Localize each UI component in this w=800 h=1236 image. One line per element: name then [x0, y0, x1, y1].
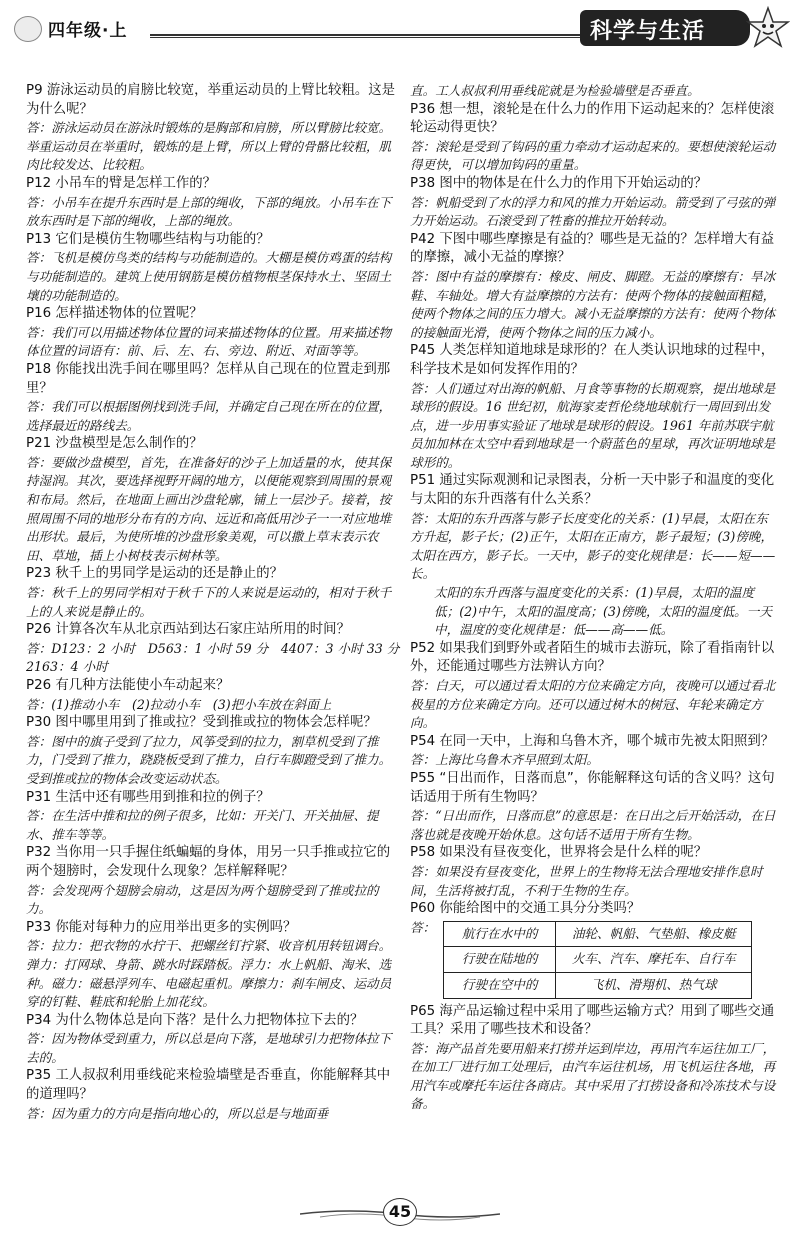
question: P26 有几种方法能使小车动起来？ [26, 678, 230, 693]
qa-item [410, 472, 776, 639]
left-column [26, 82, 412, 1123]
question: P54 在同一天中，上海和乌鲁木齐，哪个城市先被太阳照到？ [410, 733, 775, 749]
answer: 答：人们通过对出海的帆船、月食等事物的长期观察，提出地球是球形的假设。16 世纪初，航海家麦哲伦绕地球航行一周回到出发点，进一步用事实验证了地球是球形的假设。1961 年前苏联宇航员加加林在太空中看到地球是一个蔚蓝色的星球，再次证明地球是球形的。 [410, 380, 776, 470]
table-cell: 火车、汽车、摩托车、自行车 [556, 947, 752, 973]
question: P32 当你用一只手握住纸蝙蝠的身体，用另一只手推或拉它的两个翅膀时，会发现什么现象？怎样解释呢？ [26, 845, 391, 879]
qa-item [26, 1067, 400, 1123]
qa-item [26, 789, 400, 845]
question: P58 如果没有昼夜变化，世界将会是什么样的呢？ [410, 845, 708, 861]
question: P30 图中哪里用到了推或拉？受到推或拉的物体会怎样呢？ [26, 715, 377, 731]
mascot-small-icon [14, 16, 42, 42]
qa-item [26, 844, 400, 918]
question: P12 小吊车的臂是怎样工作的？ [26, 175, 217, 191]
answer: 答：因为物体受到重力，所以总是向下落，是地球引力把物体拉下去的。 [26, 1031, 392, 1065]
qa-item [410, 900, 776, 998]
table-cell: 行驶在空中的 [444, 972, 556, 998]
qa-item [410, 231, 776, 343]
answer: 答：滚轮是受到了钩码的重力牵动才运动起来的。要想使滚轮运动得更快，可以增加钩码的重量。 [410, 138, 776, 173]
question: P26 计算各次车从北京西站到达石家庄站所用的时间？ [26, 622, 350, 638]
qa-item [26, 714, 400, 788]
answer: 答：飞机是模仿鸟类的结构与功能制造的。大棚是模仿鸡蛋的结构与功能制造的。建筑上使用钢筋是模仿植物根茎保持水土、坚固土壤的功能制造的。 [26, 250, 392, 303]
table-row [444, 921, 752, 947]
question: P60 你能给图中的交通工具分分类吗？ [410, 901, 641, 917]
answer: 答：要做沙盘模型，首先，在准备好的沙子上加适量的水，使其保持湿润。其次，要选择视野开阔的地方，以便能观察到周围的景观和布局。然后，在地面上画出沙盘轮廓，铺上一层沙子。接着，按照周围不同的地形分布有的方向、远近和高低用沙子一一对应地堆出形状。最后，为使所堆的沙盘形象美观，可以撒上草末表示农田、草地，插上小树枝表示树林等。 [26, 454, 392, 563]
table-cell: 飞机、滑翔机、热气球 [556, 972, 752, 998]
question: P36 想一想，滚轮是在什么力的作用下运动起来的？怎样使滚轮运动得更快？ [410, 101, 775, 136]
answer: 答：帆船受到了水的浮力和风的推力开始运动。箭受到了弓弦的弹力开始运动。石滚受到了牲畜的推拉开始转动。 [410, 194, 776, 229]
answer: 答：秋千上的男同学相对于秋千下的人来说是运动的，相对于秋千上的人来说是静止的。 [26, 585, 392, 619]
qa-item [410, 175, 776, 231]
right-column [410, 82, 776, 1114]
qa-item [26, 919, 400, 1012]
answer-part-2: 太阳的东升西落与温度变化的关系：(1)早晨，太阳的温度低；(2)中午，太阳的温度高；(3)傍晚，太阳的温度低。一天中，温度的变化规律是：低——高——低。 [434, 585, 772, 638]
answer: 答：我们可以用描述物体位置的词来描述物体的位置。用来描述物体位置的词语有：前、后、左、右、旁边、附近、对面等等。 [26, 324, 392, 359]
answer: 答：在生活中推和拉的例子很多，比如：开关门、开关抽屉、提水、推车等等。 [26, 808, 379, 842]
qa-item [26, 231, 400, 305]
answer: 答：“日出而作，日落而息”的意思是：在日出之后开始活动，在日落也就是夜晚开始休息。这句话不适用于所有生物。 [410, 808, 776, 842]
answer: 答：游泳运动员在游泳时锻炼的是胸部和肩膀，所以臂膀比较宽。举重运动员在举重时，锻炼的是上臂，所以上臂的骨骼比较粗，肌肉比较发达、比较粗。 [26, 120, 392, 173]
qa-item [26, 565, 400, 621]
question: P52 如果我们到野外或者陌生的城市去游玩，除了看指南针以外，还能通过哪些方法辨认方向？ [410, 640, 775, 675]
answer-label: 答： [410, 919, 436, 935]
qa-item [26, 361, 400, 435]
qa-item [410, 640, 776, 733]
answer-continuation: 直。工人叔叔利用垂线砣就是为检验墙壁是否垂直。 [410, 83, 700, 98]
question: P33 你能对每种力的应用举出更多的实例吗？ [26, 919, 297, 935]
question: P18 你能找出洗手间在哪里吗？怎样从自己现在的位置走到那里？ [26, 361, 391, 396]
answer: 答：如果没有昼夜变化，世界上的生物将无法合理地安排作息时间，生活将被打乱，不利于生物的生存。 [410, 863, 763, 898]
answer: 答：上海比乌鲁木齐早照到太阳。 [410, 752, 599, 768]
qa-item [26, 621, 412, 677]
transport-table [443, 921, 752, 999]
answer: 答：白天，可以通过看太阳的方位来确定方向，夜晚可以通过看北极星的方位来确定方向。还可以通过树木的树冠、年轮来确定方向。 [410, 678, 776, 731]
header-rule [150, 34, 590, 38]
answer: 答：太阳的东升西落与影子长度变化的关系：(1)早晨，太阳在东方升起，影子长；(2)正午，太阳在正南方，影子最短；(3)傍晚，太阳在西方，影子长。一天中，影子的变化规律是：长——短——长。 [410, 510, 776, 582]
question: P42 下图中哪些摩擦是有益的？哪些是无益的？怎样增大有益的摩擦，减小无益的摩擦？ [410, 231, 775, 266]
table-cell: 航行在水中的 [444, 921, 556, 947]
qa-item [410, 101, 776, 175]
question: P38 图中的物体是在什么力的作用下开始运动的？ [410, 175, 708, 191]
question: P21 沙盘模型是怎么制作的？ [26, 436, 203, 452]
answer: 答：(1)推动小车 (2)拉动小车 (3)把小车放在斜面上 [26, 696, 332, 712]
question: P55 “日出而作，日落而息”，你能解释这句话的含义吗？这句话适用于所有生物吗？ [410, 770, 775, 805]
question: P23 秋千上的男同学是运动的还是静止的？ [26, 566, 284, 582]
qa-item [26, 305, 400, 361]
qa-item [26, 175, 400, 231]
qa-item [26, 1012, 400, 1068]
table-row [444, 972, 752, 998]
table-cell: 行驶在陆地的 [444, 947, 556, 973]
question: P34 为什么物体总是向下落？是什么力把物体拉下去的？ [26, 1012, 364, 1028]
answer: 答：拉力：把衣物的水拧干、把螺丝钉拧紧、收音机用转钮调台。弹力：打网球、身箭、跳水时踩踏板。浮力：水上帆船、淘米、选种。磁力：磁悬浮列车、电磁起重机。摩擦力：刹车闸皮、运动员穿的钉鞋、鞋底和轮胎上加花纹。 [26, 938, 392, 1010]
qa-item [26, 677, 400, 714]
grade-label-box [14, 12, 184, 46]
star-mascot-icon [746, 6, 790, 50]
table-row [444, 947, 752, 973]
answer: 答：小吊车在提升东西时是上部的绳收，下部的绳放。小吊车在下放东西时是下部的绳收，上部的绳放。 [26, 194, 392, 229]
question: P45 人类怎样知道地球是球形的？在人类认识地球的过程中，科学技术是如何发挥作用的？ [410, 343, 775, 377]
answer: 答：会发现两个翅膀会扇动，这是因为两个翅膀受到了推或拉的力。 [26, 882, 379, 917]
answer: 答：图中有益的摩擦有：橡皮、闸皮、脚蹬。无益的摩擦有：旱冰鞋、车轴处。增大有益摩擦的方法有：使两个物体的接触面粗糙，使两个物体之间的压力增大。减小无益摩擦的方法有：使两个物体的接触面光滑，使两个物体之间的压力减小。 [410, 268, 776, 340]
answer: 答：海产品首先要用船来打捞并运到岸边，再用汽车运往加工厂，在加工厂进行加工处理后，由汽车运往机场，用飞机运往各地，再用汽车或摩托车运往各商店。其中采用了打捞设备和冷冻技术与设备。 [410, 1040, 776, 1112]
answer: 答：图中的旗子受到了拉力，风筝受到的拉力，割草机受到了推力，门受到了推力，跷跷板受到了推力，自行车脚蹬受到了推力。受到推或拉的物体会改变运动状态。 [26, 733, 392, 786]
qa-item [410, 770, 776, 844]
answer: 答：D123：2 小时 D563：1 小时 59 分 4407：3 小时 33 分 2163：4 小时 [26, 640, 412, 675]
qa-item [410, 733, 776, 770]
question: P31 生活中还有哪些用到推和拉的例子？ [26, 789, 270, 805]
qa-item [410, 342, 776, 472]
qa-item [410, 1003, 776, 1115]
answer-with-table [410, 919, 776, 999]
question: P9 游泳运动员的肩膀比较宽，举重运动员的上臂比较粗。这是为什么呢？ [26, 83, 396, 117]
grade-label: 四年级·上 [48, 21, 128, 41]
qa-item [26, 435, 400, 565]
book-title: 科学与生活 [590, 19, 706, 44]
page-footer [0, 1194, 800, 1234]
answer: 答：因为重力的方向是指向地心的，所以总是与地面垂 [26, 1105, 329, 1121]
answer: 答：我们可以根据图例找到洗手间，并确定自己现在所在的位置，选择最近的路线去。 [26, 399, 392, 433]
qa-item [26, 82, 400, 175]
question: P65 海产品运输过程中采用了哪些运输方式？用到了哪些交通工具？采用了哪些技术和设备？ [410, 1003, 775, 1038]
question: P35 工人叔叔利用垂线砣来检验墙壁是否垂直，你能解释其中的道理吗？ [26, 1068, 391, 1103]
question: P51 通过实际观测和记录图表，分析一天中影子和温度的变化与太阳的东升西落有什么关系？ [410, 473, 775, 508]
question: P13 它们是模仿生物哪些结构与功能的？ [26, 231, 270, 247]
page-header [0, 0, 800, 62]
title-banner [580, 4, 800, 60]
table-cell: 油轮、帆船、气垫船、橡皮艇 [556, 921, 752, 947]
qa-item [410, 844, 776, 900]
page-number: 45 [383, 1198, 417, 1226]
question: P16 怎样描述物体的位置呢？ [26, 306, 203, 322]
